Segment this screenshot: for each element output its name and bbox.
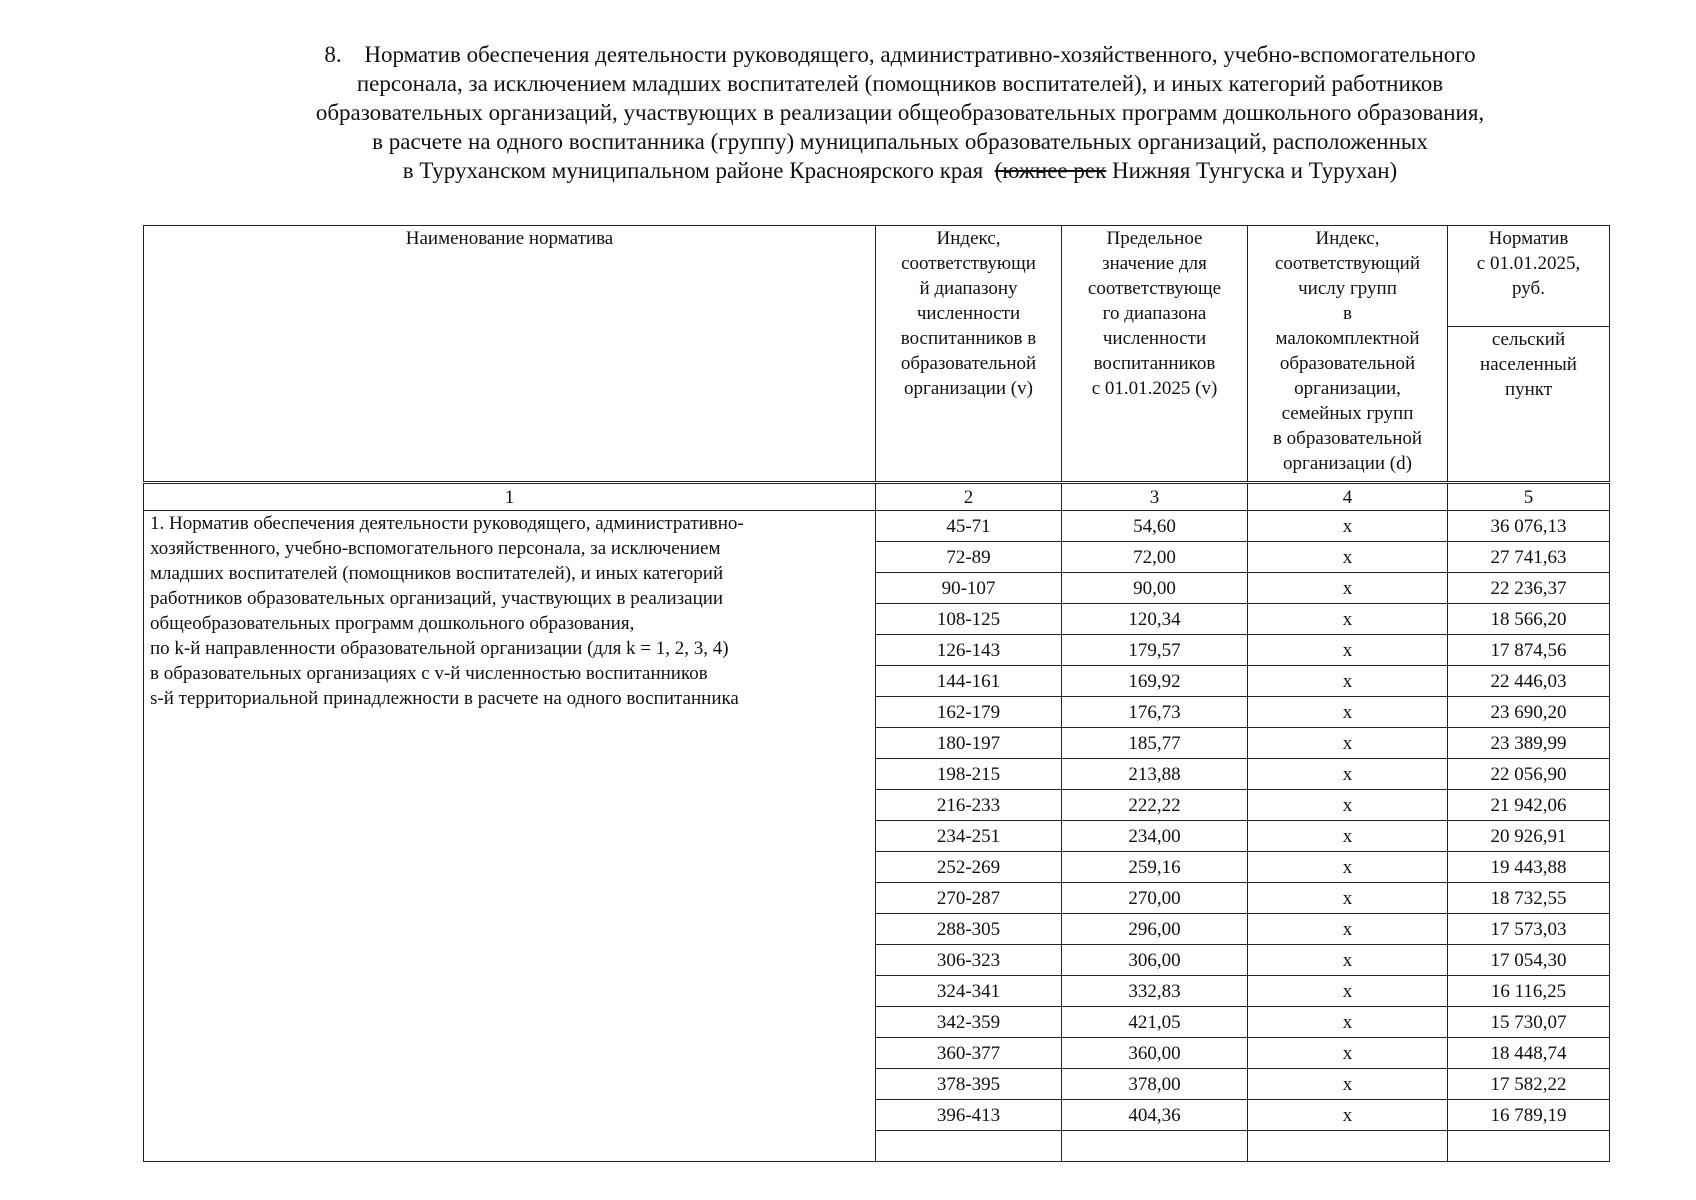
cell-groups: x bbox=[1248, 635, 1448, 666]
header-text-line: го диапазона bbox=[1102, 303, 1207, 324]
description-line: общеобразовательных программ дошкольного образования, bbox=[150, 613, 635, 634]
header-limit-v bbox=[1062, 226, 1248, 483]
cell-norm: 15 730,07 bbox=[1448, 1007, 1610, 1038]
cell-norm: 18 566,20 bbox=[1448, 604, 1610, 635]
cell-groups: x bbox=[1248, 945, 1448, 976]
header-text-line: числу групп bbox=[1298, 278, 1397, 299]
cell-limit: 179,57 bbox=[1062, 635, 1248, 666]
header-text-line: й диапазону bbox=[919, 278, 1018, 299]
cell-limit: 185,77 bbox=[1062, 728, 1248, 759]
header-text-line: соответствующи bbox=[901, 253, 1036, 274]
cell-groups: x bbox=[1248, 790, 1448, 821]
cell-norm: 22 056,90 bbox=[1448, 759, 1610, 790]
column-number: 2 bbox=[876, 483, 1062, 511]
header-norm-rural bbox=[1448, 327, 1610, 483]
cell-limit: 176,73 bbox=[1062, 697, 1248, 728]
cell-norm: 19 443,88 bbox=[1448, 852, 1610, 883]
cell-norm: 23 690,20 bbox=[1448, 697, 1610, 728]
column-number: 3 bbox=[1062, 483, 1248, 511]
cell-range: 198-215 bbox=[876, 759, 1062, 790]
cell-limit: 120,34 bbox=[1062, 604, 1248, 635]
description-line: 1. Норматив обеспечения деятельности руководящего, административно- bbox=[150, 513, 744, 534]
empty-cell bbox=[1248, 1131, 1448, 1162]
heading-line-3: образовательных организаций, участвующих в реализации общеобразовательных программ дошкольного образования, bbox=[315, 100, 1485, 125]
column-number: 4 bbox=[1248, 483, 1448, 511]
header-text-line: сельский bbox=[1491, 329, 1566, 350]
cell-range: 162-179 bbox=[876, 697, 1062, 728]
header-text-line: с 01.01.2025 (v) bbox=[1091, 378, 1218, 399]
cell-norm: 36 076,13 bbox=[1448, 511, 1610, 542]
cell-norm: 17 874,56 bbox=[1448, 635, 1610, 666]
heading-line-1: 8. Норматив обеспечения деятельности руководящего, административно-хозяйственного, учебно-вспомогательного bbox=[324, 42, 1476, 67]
cell-groups: x bbox=[1248, 821, 1448, 852]
header-text-line: населенный bbox=[1480, 354, 1577, 375]
cell-limit: 90,00 bbox=[1062, 573, 1248, 604]
header-text-line: значение для bbox=[1102, 253, 1207, 274]
cell-range: 324-341 bbox=[876, 976, 1062, 1007]
cell-norm: 22 236,37 bbox=[1448, 573, 1610, 604]
cell-limit: 404,36 bbox=[1062, 1100, 1248, 1131]
column-numbers-row bbox=[144, 483, 1610, 511]
header-text-line: пункт bbox=[1504, 379, 1553, 400]
cell-range: 396-413 bbox=[876, 1100, 1062, 1131]
table-row bbox=[144, 511, 1610, 542]
description-line: хозяйственного, учебно-вспомогательного персонала, за исключением bbox=[150, 538, 721, 559]
cell-groups: x bbox=[1248, 542, 1448, 573]
column-number: 5 bbox=[1448, 483, 1610, 511]
cell-range: 144-161 bbox=[876, 666, 1062, 697]
cell-groups: x bbox=[1248, 728, 1448, 759]
cell-range: 108-125 bbox=[876, 604, 1062, 635]
description-line: s-й территориальной принадлежности в расчете на одного воспитанника bbox=[150, 688, 739, 709]
description-line: младших воспитателей (помощников воспитателей), и иных категорий bbox=[150, 563, 724, 584]
cell-norm: 17 573,03 bbox=[1448, 914, 1610, 945]
header-text-line: в образовательной bbox=[1272, 428, 1423, 449]
header-text-line: организации (d) bbox=[1283, 453, 1412, 474]
cell-range: 216-233 bbox=[876, 790, 1062, 821]
cell-limit: 306,00 bbox=[1062, 945, 1248, 976]
cell-groups: x bbox=[1248, 1100, 1448, 1131]
cell-limit: 332,83 bbox=[1062, 976, 1248, 1007]
header-text-line: Предельное bbox=[1106, 228, 1203, 249]
cell-range: 360-377 bbox=[876, 1038, 1062, 1069]
cell-groups: x bbox=[1248, 511, 1448, 542]
header-text-line: соответствующе bbox=[1087, 278, 1222, 299]
cell-limit: 296,00 bbox=[1062, 914, 1248, 945]
cell-limit: 54,60 bbox=[1062, 511, 1248, 542]
cell-norm: 20 926,91 bbox=[1448, 821, 1610, 852]
cell-norm: 23 389,99 bbox=[1448, 728, 1610, 759]
cell-groups: x bbox=[1248, 914, 1448, 945]
cell-norm: 16 116,25 bbox=[1448, 976, 1610, 1007]
cell-groups: x bbox=[1248, 759, 1448, 790]
cell-range: 288-305 bbox=[876, 914, 1062, 945]
cell-limit: 213,88 bbox=[1062, 759, 1248, 790]
cell-norm: 27 741,63 bbox=[1448, 542, 1610, 573]
header-text-line: образовательной bbox=[1279, 353, 1416, 374]
cell-limit: 222,22 bbox=[1062, 790, 1248, 821]
cell-range: 342-359 bbox=[876, 1007, 1062, 1038]
cell-norm: 21 942,06 bbox=[1448, 790, 1610, 821]
cell-range: 306-323 bbox=[876, 945, 1062, 976]
header-text-line: воспитанников bbox=[1093, 353, 1216, 374]
header-text-line: воспитанников в bbox=[900, 328, 1037, 349]
cell-range: 72-89 bbox=[876, 542, 1062, 573]
cell-limit: 259,16 bbox=[1062, 852, 1248, 883]
table-header-row bbox=[144, 226, 1610, 327]
column-number: 1 bbox=[144, 483, 876, 511]
cell-norm: 16 789,19 bbox=[1448, 1100, 1610, 1131]
cell-groups: x bbox=[1248, 1007, 1448, 1038]
cell-groups: x bbox=[1248, 666, 1448, 697]
header-text-line: Индекс, bbox=[936, 228, 1001, 249]
description-line: в образовательных организациях с v-й численностью воспитанников bbox=[150, 663, 708, 684]
cell-limit: 360,00 bbox=[1062, 1038, 1248, 1069]
heading-line-4: в расчете на одного воспитанника (группу) муниципальных образовательных организаций, расположенных bbox=[372, 129, 1428, 154]
normative-table bbox=[143, 225, 1610, 1162]
cell-norm: 22 446,03 bbox=[1448, 666, 1610, 697]
heading-line-5: в Туруханском муниципальном районе Красноярского края (южнее рек Нижняя Тунгуска и Турухан) bbox=[402, 158, 1398, 183]
header-text-line: малокомплектной bbox=[1275, 328, 1420, 349]
cell-limit: 270,00 bbox=[1062, 883, 1248, 914]
header-text-line: Индекс, bbox=[1315, 228, 1380, 249]
header-text-line: соответствующий bbox=[1274, 253, 1421, 274]
empty-cell bbox=[1448, 1131, 1610, 1162]
header-name: Наименование норматива bbox=[144, 226, 876, 483]
header-norm bbox=[1448, 226, 1610, 327]
header-index-d bbox=[1248, 226, 1448, 483]
header-text-line: с 01.01.2025, bbox=[1476, 253, 1581, 274]
header-text-line: семейных групп bbox=[1281, 403, 1414, 424]
cell-range: 234-251 bbox=[876, 821, 1062, 852]
normative-description bbox=[144, 511, 876, 1162]
empty-cell bbox=[1062, 1131, 1248, 1162]
cell-limit: 169,92 bbox=[1062, 666, 1248, 697]
header-text-line: в bbox=[1343, 303, 1352, 324]
description-line: работников образовательных организаций, участвующих в реализации bbox=[150, 588, 724, 609]
cell-norm: 17 054,30 bbox=[1448, 945, 1610, 976]
header-text-line: численности bbox=[1102, 328, 1207, 349]
cell-groups: x bbox=[1248, 573, 1448, 604]
cell-norm: 18 732,55 bbox=[1448, 883, 1610, 914]
cell-norm: 17 582,22 bbox=[1448, 1069, 1610, 1100]
heading-line-2: персонала, за исключением младших воспитателей (помощников воспитателей), и иных категорий работников bbox=[356, 71, 1444, 96]
cell-groups: x bbox=[1248, 883, 1448, 914]
table-body bbox=[144, 511, 1610, 1162]
header-text-line: образовательной bbox=[900, 353, 1037, 374]
cell-range: 126-143 bbox=[876, 635, 1062, 666]
cell-range: 180-197 bbox=[876, 728, 1062, 759]
cell-groups: x bbox=[1248, 852, 1448, 883]
cell-limit: 234,00 bbox=[1062, 821, 1248, 852]
cell-range: 90-107 bbox=[876, 573, 1062, 604]
cell-groups: x bbox=[1248, 697, 1448, 728]
cell-range: 252-269 bbox=[876, 852, 1062, 883]
empty-cell bbox=[876, 1131, 1062, 1162]
cell-limit: 378,00 bbox=[1062, 1069, 1248, 1100]
document-heading bbox=[200, 40, 1600, 185]
description-line: по k-й направленности образовательной организации (для k = 1, 2, 3, 4) bbox=[150, 638, 729, 659]
cell-range: 270-287 bbox=[876, 883, 1062, 914]
heading-number: 8. bbox=[324, 42, 342, 67]
header-text-line: руб. bbox=[1512, 278, 1545, 299]
cell-range: 378-395 bbox=[876, 1069, 1062, 1100]
struck-text: (южнее рек bbox=[994, 158, 1107, 183]
cell-limit: 72,00 bbox=[1062, 542, 1248, 573]
cell-groups: x bbox=[1248, 1069, 1448, 1100]
cell-limit: 421,05 bbox=[1062, 1007, 1248, 1038]
cell-range: 45-71 bbox=[876, 511, 1062, 542]
cell-groups: x bbox=[1248, 976, 1448, 1007]
header-index-v bbox=[876, 226, 1062, 483]
cell-groups: x bbox=[1248, 1038, 1448, 1069]
header-text-line: численности bbox=[916, 303, 1021, 324]
cell-groups: x bbox=[1248, 604, 1448, 635]
header-text-line: организации (v) bbox=[904, 378, 1033, 399]
header-text-line: Норматив bbox=[1488, 228, 1569, 249]
header-text-line: организации, bbox=[1294, 378, 1401, 399]
cell-norm: 18 448,74 bbox=[1448, 1038, 1610, 1069]
